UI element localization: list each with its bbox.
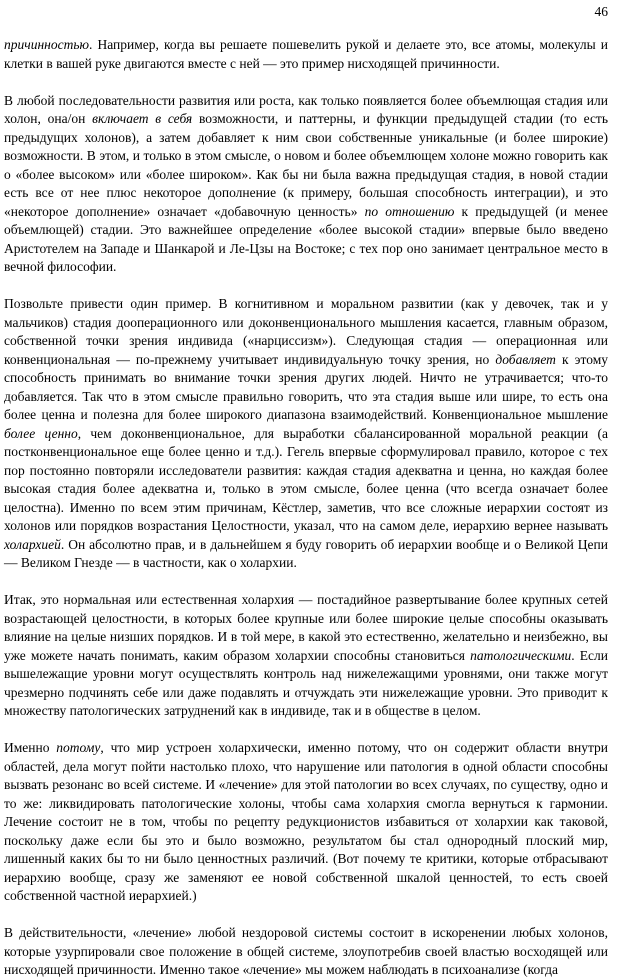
text-run: , чем доконвенциональное, для выработки сбалансированной моральной реакции (а постконвенциональное еще более ценно и т.д.). Гегель впервые сформулировал правило, которое с тех пор постоянно повторяли исследователи развития: каждая стадия адекватна и ценна, но каждая более высокая стадия более адекватна и, только в этом смысле, более ценна (что всегда означает более целостна). Именно по всем этим причинам, Кёстлер, заметив, что все сложные иерархии состоят из холонов или порядков возрастания Целостности, указал, что на самом деле, иерархию вернее называть <box>4 425 608 533</box>
paragraph <box>4 295 608 573</box>
text-run: В любой последовательности развития или роста, как только появляется более объемлющая стадия или холон, она/он <box>4 92 608 126</box>
text-run: . Например, когда вы решаете пошевелить рукой и делаете это, все атомы, молекулы и клетки в вашей руке двигаются вместе с ней — это пример нисходящей причинности. <box>4 37 608 71</box>
body-text <box>4 36 608 980</box>
paragraph <box>4 924 608 980</box>
italic-text: включает в себя <box>92 111 193 126</box>
italic-text: добавляет <box>495 351 556 367</box>
text-run: . Если вышележащие уровни могут осуществлять контроль над нижележащими уровнями, они также могут чрезмерно подчинять себе или даже подавлять и отчуждать эти нижележащие уровни. Это приводит к множеству патологических затруднений как в индивиде, так и в обществе в целом. <box>4 647 608 718</box>
text-run: к этому способность принимать во внимание точки зрения других людей. Ничто не утрачивается; что-то добавляется. Так что в этом смысле правильно говорить, что эта стадия выше или шире, то есть она более ценна и полезна для более широкого диапазона взаимодействий. Конвенциональное мышление <box>4 351 608 422</box>
text-run: . Он абсолютно прав, и в дальнейшем я буду говорить об иерархии вообще и о Великой Цепи — Великом Гнезде — в частности, как о холархии. <box>4 536 608 570</box>
italic-text: более ценно <box>4 425 78 441</box>
text-run: к предыдущей (и менее объемлющей) стадии. Это важнейшее определение «более высокой стадии» впервые было введено Аристотелем на Западе и Шанкарой и Ле-Цзы на Востоке; с тех пор оно занимает центральное место в вечной философии. <box>4 203 608 274</box>
italic-text: патологическими <box>470 647 572 663</box>
text-run: , что мир устроен холархически, именно потому, что он содержит области внутри областей, дела могут пойти настолько плохо, что нарушение или патология в одной области способны вызвать резонанс во всей системе. И «лечение» для этой патологии во всех случаях, по существу, одно и то же: ликвидировать патологические холоны, чтобы сама холархия смогла вернуться к гармонии. Лечение состоит не в том, чтобы по рецепту редукционистов избавиться от холархии как таковой, поскольку даже если бы это и было возможно, результатом бы стал однородный плоский мир, лишенный каких бы то ни было ценностных различий. (Вот почему те критики, которые отбрасывают иерархию вообще, сразу же заменяют ее новой собственной шкалой ценностей, то есть своей собственной частной иерархией.) <box>4 740 609 903</box>
paragraph <box>4 591 608 721</box>
text-run: В действительности, «лечение» любой нездоровой системы состоит в искоренении любых холонов, которые узурпировали свое положение в общей системе, злоупотребив своей властью восходящей или нисходящей причинности. Именно такое «лечение» мы можем наблюдать в психоанализе (когда <box>4 925 608 977</box>
italic-text: холархией <box>4 536 61 552</box>
paragraph <box>4 36 608 73</box>
paragraph <box>4 739 608 906</box>
text-run: Позвольте привести один пример. В когнитивном и моральном развитии (как у девочек, так и у мальчиков) стадия дооперационного или доконвенционального мышления касается, главным образом, собственной точки зрения индивида («нарциссизм»). Следующая стадия — операционная или конвенциональная — по-прежнему учитывает индивидуальную точку зрения, но <box>4 296 608 367</box>
text-run: Именно <box>4 740 57 755</box>
italic-text: по отношению <box>364 203 455 219</box>
text-run: возможности, и паттерны, и функции предыдущей стадии (то есть предыдущих холонов), а затем добавляет к ним свои собственные уникальные (и более широкие) возможности. В этом, и только в этом смысле, о новом и более объемлющем холоне можно говорить как о «более высоком» или «более широком». Как бы ни была важна предыдущая стадия, в новой стадии есть все от нее плюс некоторое дополнение (к примеру, большая способность интеграции), и это «некоторое дополнение» означает «добавочную ценность» <box>4 111 608 219</box>
page-number: 46 <box>594 4 608 19</box>
italic-text: причинностью <box>4 37 89 52</box>
paragraph <box>4 92 608 277</box>
text-run: Итак, это нормальная или естественная холархия — постадийное развертывание более крупных сетей возрастающей целостности, в которых более крупные или более широкие целые способны оказывать влияние на целые низших порядков. И в той мере, в какой это естественно, желательно и неизбежно, вы уже можете начать понимать, каким образом холархии способны становиться <box>4 592 608 663</box>
italic-text: потому <box>56 740 101 755</box>
